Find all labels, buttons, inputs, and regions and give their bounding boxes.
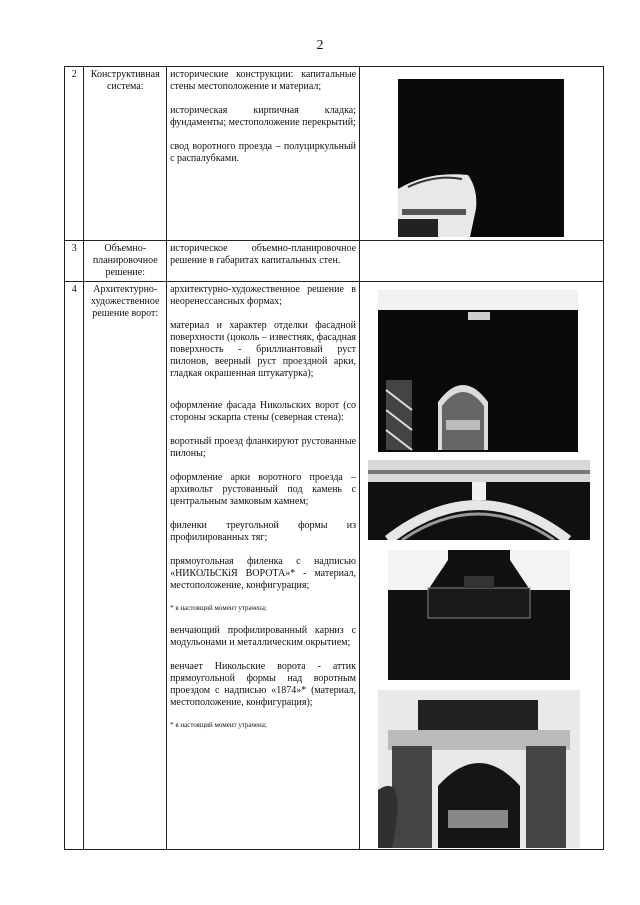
- arch-archivolt-photo: [368, 460, 590, 540]
- photo-cell: [360, 67, 604, 241]
- row-description: [167, 67, 360, 241]
- attic-panel-photo: [388, 550, 570, 680]
- footnote: * в настоящий момент утрачена;: [170, 721, 267, 729]
- photo-cell: [360, 282, 604, 850]
- paragraph: филенки треугольной формы из профилированных тяг;: [170, 520, 357, 543]
- footnote: * в настоящий момент утрачена;: [170, 604, 267, 612]
- table-row: [65, 241, 604, 282]
- paragraph: оформление фасада Никольских ворот (со стороны эскарпа стены (северная стена):: [170, 400, 357, 423]
- table-row: [65, 67, 604, 241]
- vault-photo: [398, 79, 564, 237]
- row-number: 2: [65, 67, 84, 241]
- paragraph: венчающий профилированный карниз с модульонами и металлическим окрытием;: [170, 625, 357, 648]
- paragraph: исторические конструкции: капитальные стены местоположение и материал;: [170, 69, 357, 92]
- paragraph: оформление арки воротного проезда – архивольт рустованный под камень с центральным замковым камнем;: [170, 472, 357, 507]
- paragraph: материал и характер отделки фасадной поверхности (цоколь – известняк, фасадная поверхность - бриллиантовый руст пилонов, веерный руст проездной арки, гладкая окрашенная штукатурка);: [170, 320, 357, 379]
- photo-cell: [360, 241, 604, 282]
- row-name: Объемно-планировочное решение:: [84, 241, 167, 282]
- row-name: Конструктивная система:: [84, 67, 167, 241]
- paragraph: воротный проезд фланкируют рустованные пилоны;: [170, 436, 357, 459]
- row-description: [167, 241, 360, 282]
- table-row: [65, 282, 604, 850]
- row-number: 4: [65, 282, 84, 850]
- paragraph: прямоугольная филенка с надписью «НИКОЛЬСКiЯ ВОРОТА»* - материал, местоположение, конфигурация;: [170, 556, 357, 591]
- paragraph: историческое объемно-планировочное решение в габаритах капитальных стен.: [170, 243, 357, 266]
- paragraph: венчает Никольские ворота - аттик прямоугольной формы над воротным проездом с надписью «1874»* (материал, местоположение, конфигурация);: [170, 661, 357, 708]
- page-number: 2: [316, 38, 324, 53]
- gate-facade-photo: [378, 290, 578, 452]
- historic-gate-photo: [378, 690, 580, 848]
- paragraph: историческая кирпичная кладка; фундаменты; местоположение перекрытий;: [170, 105, 357, 128]
- heritage-table: [64, 66, 604, 850]
- row-name: Архитектурно-художественное решение ворот:: [84, 282, 167, 850]
- row-description: [167, 282, 360, 850]
- paragraph: архитектурно-художественное решение в неоренессансных формах;: [170, 284, 357, 307]
- row-number: 3: [65, 241, 84, 282]
- paragraph: свод воротного проезда – полуциркульный с распалубками.: [170, 141, 357, 164]
